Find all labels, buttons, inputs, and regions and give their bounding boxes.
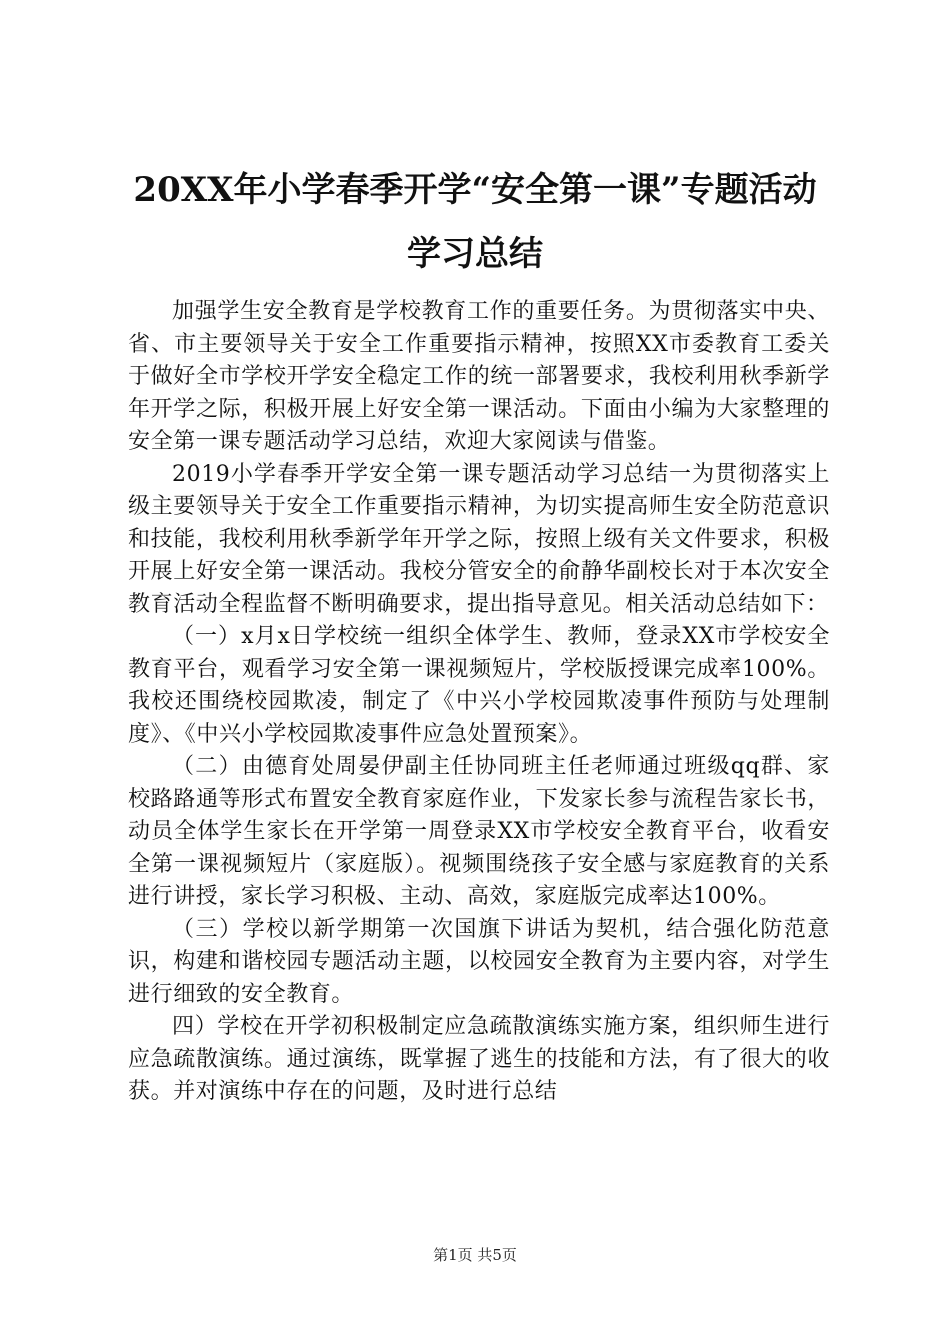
- document-body: [128, 296, 830, 1109]
- page-number-footer: 第1页 共5页: [433, 1246, 517, 1264]
- paragraph-item-one: （一）x月x日学校统一组织全体学生、教师，登录XX市学校安全教育平台，观看学习安全第一课视频短片，学校版授课完成率100%。我校还围绕校园欺凌，制定了《中兴小学校园欺凌事件预防与处理制度》、《中兴小学校园欺凌事件应急处置预案》。: [128, 624, 830, 747]
- paragraph-summary-one: 2019小学春季开学安全第一课专题活动学习总结一为贯彻落实上级主要领导关于安全工作重要指示精神，为切实提高师生安全防范意识和技能，我校利用秋季新学年开学之际，按照上级有关文件要求，积极开展上好安全第一课活动。我校分管安全的俞静华副校长对于本次安全教育活动全程监督不断明确要求，提出指导意见。相关活动总结如下：: [128, 461, 830, 617]
- paragraph-item-four: 四）学校在开学初积极制定应急疏散演练实施方案，组织师生进行应急疏散演练。通过演练，既掌握了逃生的技能和方法，有了很大的收获。并对演练中存在的问题，及时进行总结: [128, 1014, 830, 1104]
- paragraph-item-three: （三）学校以新学期第一次国旗下讲话为契机，结合强化防范意识，构建和谐校园专题活动主题，以校园安全教育为主要内容，对学生进行细致的安全教育。: [128, 916, 830, 1007]
- paragraph-item-two: （二）由德育处周晏伊副主任协同班主任老师通过班级qq群、家校路路通等形式布置安全教育家庭作业，下发家长参与流程告家长书，动员全体学生家长在开学第一周登录XX市学校安全教育平台，收看安全第一课视频短片（家庭版）。视频围绕孩子安全感与家庭教育的关系进行讲授，家长学习积极、主动、高效，家庭版完成率达100%。: [128, 754, 830, 909]
- paragraph-intro: 加强学生安全教育是学校教育工作的重要任务。为贯彻落实中央、省、市主要领导关于安全工作重要指示精神，按照XX市委教育工委关于做好全市学校开学安全稳定工作的统一部署要求，我校利用秋季新学年开学之际，积极开展上好安全第一课活动。下面由小编为大家整理的安全第一课专题活动学习总结，欢迎大家阅读与借鉴。: [128, 299, 830, 454]
- document-title: 20XX年小学春季开学“安全第一课”专题活动学习总结: [133, 170, 817, 274]
